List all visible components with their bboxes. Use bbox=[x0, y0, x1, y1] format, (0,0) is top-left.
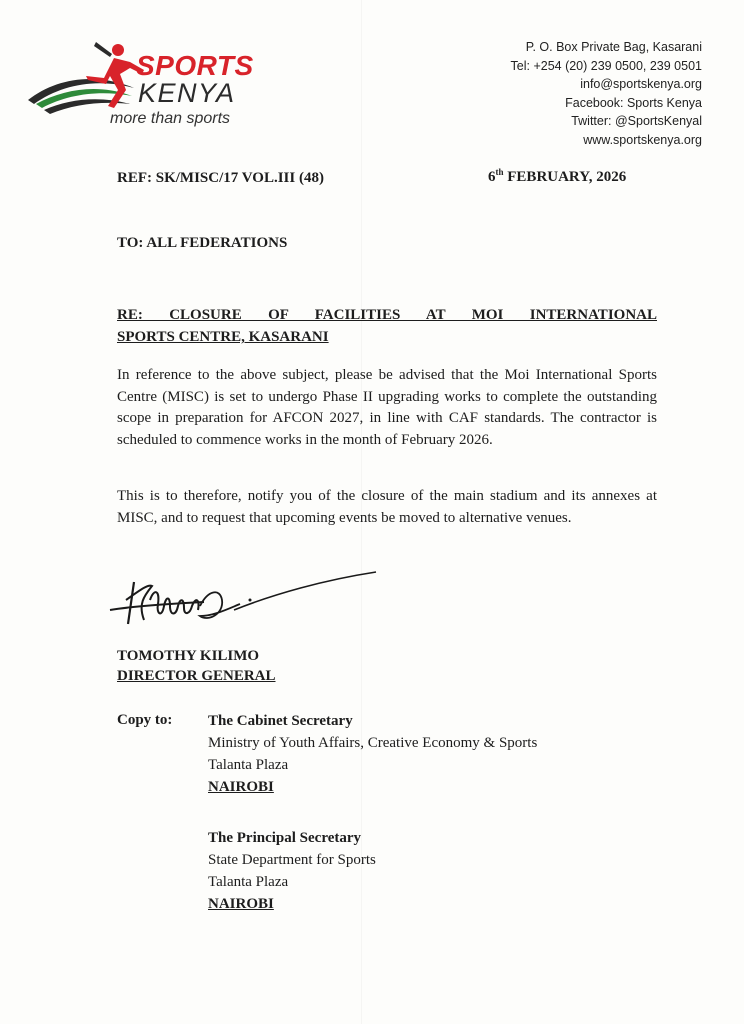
signatory-title: DIRECTOR GENERAL bbox=[117, 668, 276, 684]
reference-number: REF: SK/MISC/17 VOL.III (48) bbox=[117, 170, 324, 186]
subject-line-2: SPORTS CENTRE, KASARANI bbox=[117, 329, 329, 345]
signatory-name: TOMOTHY KILIMO bbox=[117, 648, 260, 664]
cc-recipient-1 bbox=[208, 710, 537, 798]
sports-kenya-logo bbox=[26, 38, 286, 138]
date-day: 6 bbox=[488, 169, 496, 185]
handwritten-signature bbox=[104, 560, 394, 640]
contact-address: P. O. Box Private Bag, Kasarani bbox=[525, 40, 702, 54]
contact-block bbox=[511, 38, 702, 149]
brand-tagline: more than sports bbox=[110, 110, 231, 127]
subject-heading bbox=[117, 304, 657, 348]
contact-phone: Tel: +254 (20) 239 0500, 239 0501 bbox=[510, 58, 702, 73]
subject-line-1: RE: CLOSURE OF FACILITIES AT MOI INTERNATIONAL bbox=[117, 307, 657, 323]
contact-email: info@sportskenya.org bbox=[580, 77, 702, 91]
body-paragraph-2: This is to therefore, notify you of the closure of the main stadium and its annexes at MISC, and to request that upcoming events be moved to alternative venues. bbox=[117, 488, 657, 526]
addressee: TO: ALL FEDERATIONS bbox=[117, 235, 288, 251]
contact-website: www.sportskenya.org bbox=[583, 132, 702, 147]
date-suffix: th bbox=[495, 167, 504, 177]
cc-recipient-2 bbox=[208, 827, 376, 915]
contact-facebook: Facebook: Sports Kenya bbox=[565, 95, 702, 110]
cc-recipient-line: State Department for Sports bbox=[208, 852, 376, 868]
cc-recipient-title: The Principal Secretary bbox=[208, 830, 362, 846]
contact-twitter: Twitter: @SportsKenyal bbox=[571, 114, 702, 128]
brand-kenya-text: KENYA bbox=[138, 78, 236, 108]
cc-recipient-city: NAIROBI bbox=[208, 779, 274, 795]
cc-recipient-line: Talanta Plaza bbox=[208, 874, 289, 890]
cc-recipient-title: The Cabinet Secretary bbox=[208, 713, 353, 729]
body-paragraph-1: In reference to the above subject, please be advised that the Moi International Sports Centre (MISC) is set to undergo Phase II upgrading works to complete the outstanding scope in preparation for AFCON 2027, in line with CAF standards. The contractor is scheduled to commence works in the month of February 2026. bbox=[117, 367, 657, 448]
cc-recipient-line: Talanta Plaza bbox=[208, 757, 289, 773]
copy-to-label: Copy to: bbox=[117, 712, 173, 728]
letter-date bbox=[488, 167, 626, 186]
brand-sports-text: SPORTS bbox=[136, 50, 254, 81]
date-rest: FEBRUARY, 2026 bbox=[503, 169, 627, 185]
cc-recipient-line: Ministry of Youth Affairs, Creative Economy & Sports bbox=[208, 735, 538, 751]
cc-recipient-city: NAIROBI bbox=[208, 896, 274, 912]
